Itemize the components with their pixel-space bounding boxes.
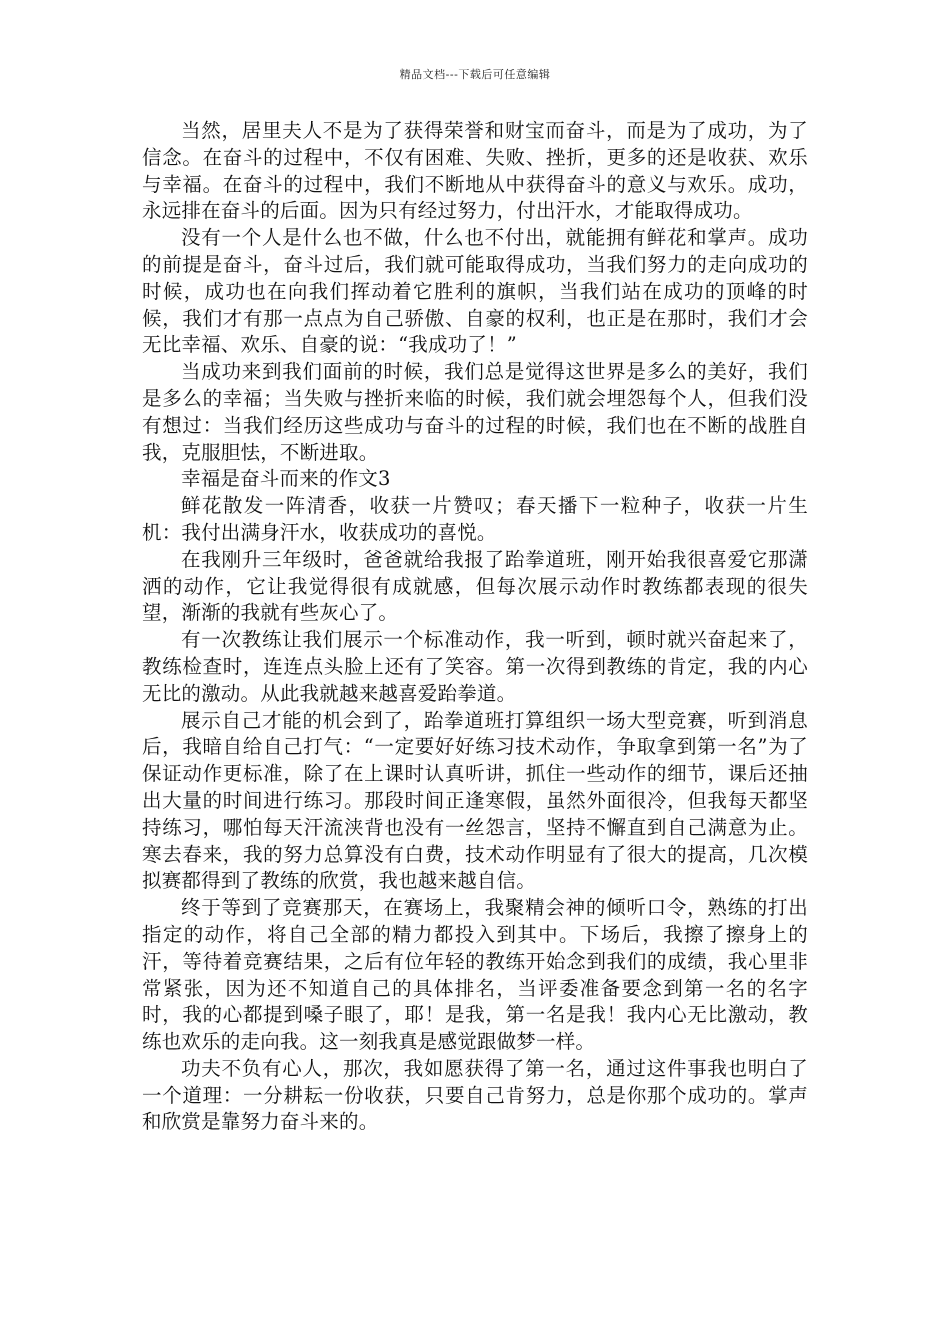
paragraph-5: 在我刚升三年级时，爸爸就给我报了跆拳道班，刚开始我很喜爱它那潇洒的动作，它让我觉得很有成就感，但每次展示动作时教练都表现的很失望，渐渐的我就有些灰心了。	[142, 547, 808, 625]
paragraph-7: 展示自己才能的机会到了，跆拳道班打算组织一场大型竞赛，听到消息后，我暗自给自己打气：“一定要好好练习技术动作，争取拿到第一名”为了保证动作更标准，除了在上课时认真听讲，抓住一些动作的细节，课后还抽出大量的时间进行练习。那段时间正逢寒假，虽然外面很冷，但我每天都坚持练习，哪怕每天汗流浃背也没有一丝怨言，坚持不懈直到自己满意为止。寒去春来，我的努力总算没有白费，技术动作明显有了很大的提高，几次模拟赛都得到了教练的欣赏，我也越来越自信。	[142, 708, 808, 893]
section-title: 幸福是奋斗而来的作文3	[181, 467, 391, 491]
paragraph-4: 鲜花散发一阵清香，收获一片赞叹；春天播下一粒种子，收获一片生机：我付出满身汗水，收获成功的喜悦。	[142, 494, 808, 544]
paragraph-9: 功夫不负有心人，那次，我如愿获得了第一名，通过这件事我也明白了一个道理：一分耕耘一份收获，只要自己肯努力，总是你那个成功的。掌声和欣赏是靠努力奋斗来的。	[142, 1056, 808, 1134]
document-body	[142, 118, 808, 1136]
paragraph-6: 有一次教练让我们展示一个标准动作，我一听到，顿时就兴奋起来了，教练检查时，连连点头脸上还有了笑容。第一次得到教练的肯定，我的内心无比的激动。从此我就越来越喜爱跆拳道。	[142, 628, 808, 705]
page-header: 精品文档---下载后可任意编辑	[399, 68, 551, 81]
paragraph-1: 当然，居里夫人不是为了获得荣誉和财宝而奋斗，而是为了成功，为了信念。在奋斗的过程中，不仅有困难、失败、挫折，更多的还是收获、欢乐与幸福。在奋斗的过程中，我们不断地从中获得奋斗的意义与欢乐。成功，永远排在奋斗的后面。因为只有经过努力，付出汗水，才能取得成功。	[142, 119, 808, 223]
paragraph-3: 当成功来到我们面前的时候，我们总是觉得这世界是多么的美好，我们是多么的幸福；当失败与挫折来临的时候，我们就会埋怨每个人，但我们没有想过：当我们经历这些成功与奋斗的过程的时候，我们也在不断的战胜自我，克服胆怯，不断进取。	[142, 360, 808, 464]
paragraph-8: 终于等到了竞赛那天，在赛场上，我聚精会神的倾听口令，熟练的打出指定的动作，将自己全部的精力都投入到其中。下场后，我擦了擦身上的汗，等待着竞赛结果，之后有位年轻的教练开始念到我们的成绩，我心里非常紧张，因为还不知道自己的具体排名，当评委准备要念到第一名的名字时，我的心都提到嗓子眼了，耶！是我，第一名是我！我内心无比激动，教练也欢乐的走向我。这一刻我真是感觉跟做梦一样。	[142, 896, 808, 1054]
paragraph-2: 没有一个人是什么也不做，什么也不付出，就能拥有鲜花和掌声。成功的前提是奋斗，奋斗过后，我们就可能取得成功，当我们努力的走向成功的时候，成功也在向我们挥动着它胜利的旗帜，当我们站在成功的顶峰的时候，我们才有那一点点为自己骄傲、自豪的权利，也正是在那时，我们才会无比幸福、欢乐、自豪的说：“我成功了！”	[142, 226, 808, 357]
